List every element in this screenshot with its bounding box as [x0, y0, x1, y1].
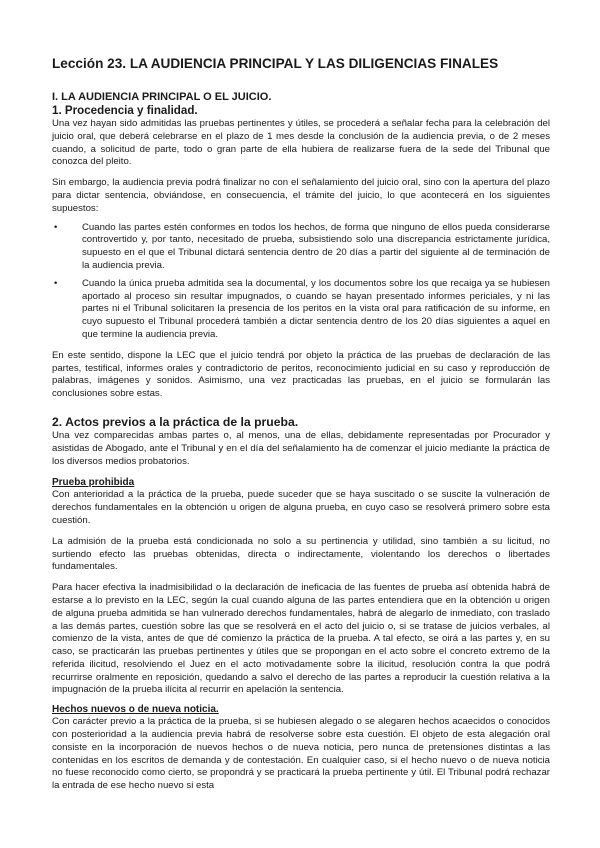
- paragraph: Con carácter previo a la práctica de la prueba, si se hubiesen alegado o se alegaren hechos acaecidos o conocidos con posterioridad a la audiencia previa habrá de resolverse sobre esta cuestión. El objeto de esta alegación oral consiste en la incorporación de nuevos hechos o de nueva noticia, pero nunca de pretensiones distintas a las contenidas en los escritos de demanda y de contestación. En cualquier caso, si el hecho nuevo o de nueva noticia no fuese reconocido como cierto, se propondrá y se practicará la prueba pertinente y útil. El Tribunal podrá rechazar la entrada de ese hecho nuevo si esta: [52, 716, 550, 792]
- bullet-icon: •: [54, 221, 58, 233]
- paragraph: Una vez hayan sido admitidas las pruebas pertinentes y útiles, se procederá a señalar fecha para la celebración del juicio oral, que deberá celebrarse en el plazo de 1 mes desde la conclusión de la audiencia previa, o de 2 meses cuando, a solicitud de parte, todo o gran parte de ella hubiera de realizarse fuera de la sede del Tribunal que conozca del pleito.: [52, 118, 550, 168]
- paragraph: En este sentido, dispone la LEC que el juicio tendrá por objeto la práctica de las pruebas de declaración de las partes, testifical, informes orales y contradictorio de peritos, reconocimiento judicial en su caso y reproducción de palabras, imágenes y sonidos. Asimismo, una vez practicadas las pruebas, en el juicio se formularán las conclusiones sobre estas.: [52, 349, 550, 400]
- paragraph: Con anterioridad a la práctica de la prueba, puede suceder que se haya suscitado o se suscite la vulneración de derechos fundamentales en la obtención u origen de alguna prueba, en cuyo caso se resolverá primero sobre esta cuestión.: [52, 489, 550, 526]
- paragraph: Sin embargo, la audiencia previa podrá finalizar no con el señalamiento del juicio oral, sino con la apertura del plazo para dictar sentencia, obviándose, en consecuencia, el trámite del juicio, lo que acontecerá en los siguientes supuestos:: [52, 177, 550, 214]
- bullet-list: [52, 222, 550, 342]
- section-1-subheading: 1. Procedencia y finalidad.: [52, 104, 198, 117]
- new-facts-heading: Hechos nuevos o de nueva noticia.: [52, 704, 219, 716]
- list-item-text: Cuando las partes estén conformes en todos los hechos, de forma que ninguno de ellos pueda considerarse controvertido y, por tanto, necesitado de prueba, subsistiendo solo una discrepancia estrictamente jurídica, supuesto en el que el Tribunal dictará sentencia dentro de 20 días a partir del siguiente al de terminación de la audiencia previa.: [82, 221, 550, 271]
- section-2-heading: 2. Actos previos a la práctica de la prueba.: [52, 414, 299, 429]
- paragraph: Una vez comparecidas ambas partes o, al menos, una de ellas, debidamente representadas por Procurador y asistidas de Abogado, ante el Tribunal y en el día del señalamiento ha de comenzar el juicio mediante la práctica de los diversos medios probatorios.: [52, 429, 550, 467]
- section-1-heading: I. LA AUDIENCIA PRINCIPAL O EL JUICIO.: [52, 91, 272, 103]
- list-item-text: Cuando la única prueba admitida sea la documental, y los documentos sobre los que recaiga ya se hubiesen aportado al proceso sin resultar impugnados, o cuando se hayan presentado informes periciales, y ni las partes ni el Tribunal solicitaren la presencia de los peritos en la vista oral para ratificación de su informe, en cuyo supuesto el Tribunal procederá también a dictar sentencia dentro de los 20 días siguientes a aquel en que termine la audiencia previa.: [82, 277, 550, 340]
- prohibited-evidence-heading: Prueba prohibida: [52, 477, 135, 489]
- paragraph: La admisión de la prueba está condicionada no solo a su pertinencia y utilidad, sino también a su licitud, no surtiendo efecto las pruebas obtenidas, directa o indirectamente, violentando los derechos o libertades fundamentales.: [52, 535, 550, 573]
- list-item: [52, 278, 550, 342]
- paragraph: Para hacer efectiva la inadmisibilidad o la declaración de ineficacia de las fuentes de prueba así obtenida habrá de estarse a lo previsto en la LEC, según la cual cuando alguna de las partes entendiera que en la obtención u origen de alguna prueba admitida se han vulnerado derechos fundamentales, habrá de alegarlo de inmediato, con traslado a las demás partes, cuestión sobre las que se resolverá en el acto del juicio o, si se tratase de juicios verbales, al comienzo de la vista, antes de que dé comienzo la práctica de la prueba. A tal efecto, se oirá a las partes y, en su caso, se practicarán las pruebas pertinentes y útiles que se propongan en el acto sobre el concreto extremo de la referida ilicitud, resolviendo el Juez en el acto motivadamente sobre la ilicitud, resolución contra la que podrá recurrirse oralmente en reposición, quedando a salvo el derecho de las partes a reproducir la cuestión relativa a la impugnación de la prueba ilícita al recurrir en apelación la sentencia.: [52, 582, 550, 696]
- list-item: [52, 222, 550, 273]
- bullet-icon: •: [54, 277, 58, 289]
- lesson-title: Lección 23. LA AUDIENCIA PRINCIPAL Y LAS DILIGENCIAS FINALES: [52, 56, 499, 71]
